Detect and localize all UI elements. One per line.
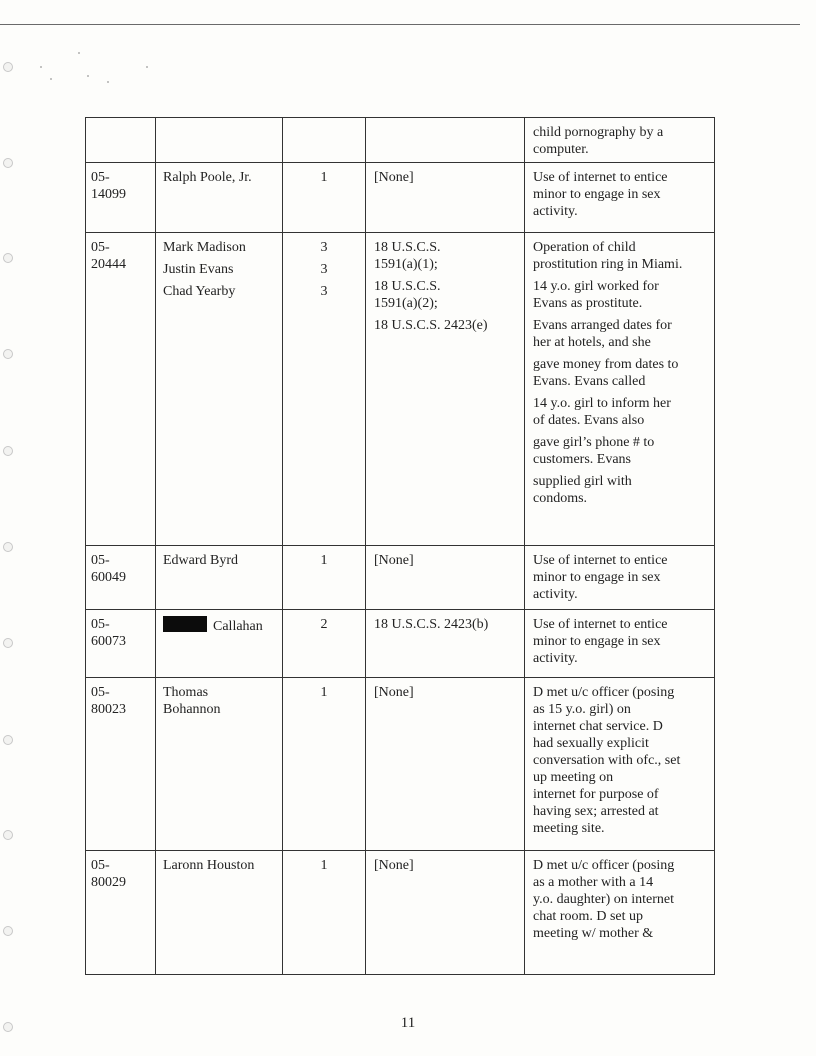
case-number-cell <box>86 233 156 546</box>
description-line: conversation with ofc., set <box>533 753 681 768</box>
punch-hole <box>3 253 13 263</box>
punch-hole <box>3 638 13 648</box>
table-row <box>86 118 715 163</box>
description-line: as a mother with a 14 <box>533 875 654 890</box>
scan-speck <box>87 75 89 77</box>
description-line: activity. <box>533 204 578 219</box>
description-line: gave girl’s phone # to <box>533 435 655 450</box>
defendant-cell <box>156 118 283 163</box>
description-line: activity. <box>533 587 578 602</box>
statute-cell <box>366 163 525 233</box>
description-line: condoms. <box>533 491 588 506</box>
table-row <box>86 610 715 678</box>
count-cell <box>283 163 366 233</box>
defendant-name: Bohannon <box>163 702 221 717</box>
description-line: minor to engage in sex <box>533 634 661 649</box>
case-number: 05- <box>91 617 110 632</box>
description-line: of dates. Evans also <box>533 413 645 428</box>
statute-cell <box>366 678 525 851</box>
table-row <box>86 851 715 975</box>
description-line: her at hotels, and she <box>533 335 651 350</box>
description-line: supplied girl with <box>533 474 632 489</box>
punch-hole <box>3 446 13 456</box>
case-number: 80029 <box>91 875 126 890</box>
case-number: 05- <box>91 858 110 873</box>
count-cell <box>283 851 366 975</box>
description-line: 14 y.o. girl worked for <box>533 279 659 294</box>
punch-hole <box>3 158 13 168</box>
case-number: 05- <box>91 553 110 568</box>
count-value: 2 <box>320 617 328 632</box>
count-cell <box>283 610 366 678</box>
description-cell <box>525 118 715 163</box>
case-number: 05- <box>91 685 110 700</box>
description-cell <box>525 163 715 233</box>
statute-cell <box>366 610 525 678</box>
punch-hole <box>3 542 13 552</box>
description-line: Evans as prostitute. <box>533 296 643 311</box>
scan-speck <box>50 78 52 80</box>
scan-speck <box>146 66 148 68</box>
description-line: customers. Evans <box>533 452 631 467</box>
count-cell <box>283 118 366 163</box>
description-line: 14 y.o. girl to inform her <box>533 396 671 411</box>
defendant-name: Mark Madison <box>163 240 246 255</box>
count-value: 3 <box>320 284 328 299</box>
scan-speck <box>107 81 109 83</box>
table-row <box>86 678 715 851</box>
table-row <box>86 233 715 546</box>
table-row <box>86 163 715 233</box>
scan-speck <box>40 66 42 68</box>
case-number-cell <box>86 610 156 678</box>
punch-hole <box>3 349 13 359</box>
statute-text: [None] <box>374 685 414 700</box>
description-line: minor to engage in sex <box>533 570 661 585</box>
defendant-cell <box>156 678 283 851</box>
description-line: Operation of child <box>533 240 636 255</box>
count-value: 3 <box>320 262 328 277</box>
description-line: D met u/c officer (posing <box>533 685 675 700</box>
statute-text: 18 U.S.C.S. <box>374 279 441 294</box>
count-cell <box>283 233 366 546</box>
case-number: 05- <box>91 170 110 185</box>
count-value: 1 <box>320 553 328 568</box>
statute-text: [None] <box>374 858 414 873</box>
count-value: 3 <box>320 240 328 255</box>
count-value: 1 <box>320 858 328 873</box>
description-line: prostitution ring in Miami. <box>533 257 683 272</box>
statute-text: 18 U.S.C.S. 2423(b) <box>374 617 489 632</box>
description-cell <box>525 233 715 546</box>
description-line: Evans. Evans called <box>533 374 646 389</box>
case-table <box>85 117 715 975</box>
case-number: 80023 <box>91 702 126 717</box>
statute-text: 1591(a)(2); <box>374 296 438 311</box>
statute-cell <box>366 233 525 546</box>
count-cell <box>283 546 366 610</box>
description-line: having sex; arrested at <box>533 804 659 819</box>
description-line: had sexually explicit <box>533 736 649 751</box>
description-line: Use of internet to entice <box>533 170 668 185</box>
description-line: y.o. daughter) on internet <box>533 892 674 907</box>
count-cell <box>283 678 366 851</box>
description-line: activity. <box>533 651 578 666</box>
description-line: as 15 y.o. girl) on <box>533 702 631 717</box>
statute-text: [None] <box>374 170 414 185</box>
case-number-cell <box>86 546 156 610</box>
case-number-cell <box>86 163 156 233</box>
description-line: meeting site. <box>533 821 605 836</box>
defendant-cell <box>156 851 283 975</box>
description-line: internet chat service. D <box>533 719 663 734</box>
description-cell <box>525 546 715 610</box>
description-line: minor to engage in sex <box>533 187 661 202</box>
case-number: 60049 <box>91 570 126 585</box>
description-line: internet for purpose of <box>533 787 659 802</box>
defendant-name: Ralph Poole, Jr. <box>163 170 252 185</box>
scan-speck <box>78 52 80 54</box>
description-line: meeting w/ mother & <box>533 926 654 941</box>
defendant-cell <box>156 610 283 678</box>
description-line: Use of internet to entice <box>533 553 668 568</box>
defendant-cell <box>156 163 283 233</box>
case-number: 14099 <box>91 187 126 202</box>
header-rule <box>0 24 800 25</box>
description-line: Use of internet to entice <box>533 617 668 632</box>
table-row <box>86 546 715 610</box>
case-number: 60073 <box>91 634 126 649</box>
defendant-name: Chad Yearby <box>163 284 236 299</box>
statute-text: 18 U.S.C.S. <box>374 240 441 255</box>
description-line: D met u/c officer (posing <box>533 858 675 873</box>
defendant-name: Thomas <box>163 685 209 700</box>
case-number-cell <box>86 678 156 851</box>
defendant-name: Justin Evans <box>163 262 234 277</box>
statute-text: 18 U.S.C.S. 2423(e) <box>374 318 488 333</box>
statute-cell <box>366 546 525 610</box>
count-value: 1 <box>320 170 328 185</box>
case-number: 05- <box>91 240 110 255</box>
statute-cell <box>366 118 525 163</box>
punch-hole <box>3 926 13 936</box>
defendant-name: Laronn Houston <box>163 858 255 873</box>
defendant-name: Edward Byrd <box>163 553 239 568</box>
description-cell <box>525 678 715 851</box>
punch-hole <box>3 62 13 72</box>
defendant-cell <box>156 233 283 546</box>
count-value: 1 <box>320 685 328 700</box>
punch-hole <box>3 735 13 745</box>
description-line: child pornography by a <box>533 125 664 140</box>
description-line: computer. <box>533 142 589 157</box>
description-line: chat room. D set up <box>533 909 644 924</box>
description-cell <box>525 610 715 678</box>
defendant-name: Callahan <box>213 619 263 634</box>
statute-text: [None] <box>374 553 414 568</box>
description-cell <box>525 851 715 975</box>
redaction-bar <box>163 616 207 632</box>
description-line: Evans arranged dates for <box>533 318 672 333</box>
description-line: up meeting on <box>533 770 614 785</box>
page-number: 11 <box>400 1015 416 1031</box>
statute-cell <box>366 851 525 975</box>
description-line: gave money from dates to <box>533 357 679 372</box>
punch-hole <box>3 830 13 840</box>
defendant-cell <box>156 546 283 610</box>
case-number-cell <box>86 118 156 163</box>
case-number: 20444 <box>91 257 126 272</box>
statute-text: 1591(a)(1); <box>374 257 438 272</box>
case-number-cell <box>86 851 156 975</box>
